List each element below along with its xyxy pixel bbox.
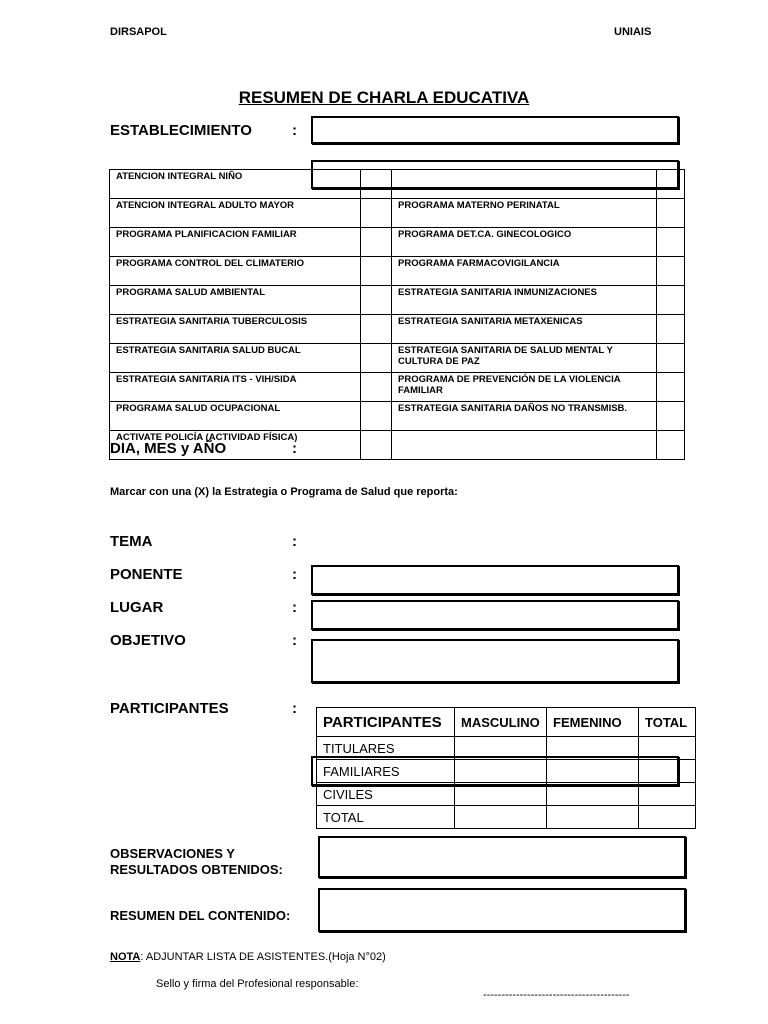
program-row bbox=[110, 402, 685, 431]
program-right-checkbox[interactable] bbox=[657, 315, 685, 344]
tema-label: TEMA bbox=[110, 533, 153, 550]
program-right-label: PROGRAMA DET.CA. GINECOLOGICO bbox=[392, 228, 657, 257]
participants-header-cell: MASCULINO bbox=[455, 708, 547, 737]
program-left-checkbox[interactable] bbox=[361, 431, 392, 460]
lugar-label: LUGAR bbox=[110, 599, 164, 616]
lugar-field[interactable] bbox=[311, 600, 679, 630]
program-right-checkbox[interactable] bbox=[657, 228, 685, 257]
program-right-checkbox[interactable] bbox=[657, 402, 685, 431]
colon: : bbox=[292, 632, 297, 649]
nota-body: : ADJUNTAR LISTA DE ASISTENTES.(Hoja N°02) bbox=[140, 951, 386, 963]
program-left-label: PROGRAMA SALUD OCUPACIONAL bbox=[110, 402, 361, 431]
resumen-field[interactable] bbox=[318, 888, 686, 932]
colon: : bbox=[292, 599, 297, 616]
program-left-checkbox[interactable] bbox=[361, 402, 392, 431]
fecha-label: DIA, MES y AÑO bbox=[110, 440, 227, 457]
participants-row-label: TITULARES bbox=[317, 737, 455, 760]
program-left-label: ESTRATEGIA SANITARIA ITS - VIH/SIDA bbox=[110, 373, 361, 402]
program-left-checkbox[interactable] bbox=[361, 199, 392, 228]
program-row bbox=[110, 315, 685, 344]
observaciones-field[interactable] bbox=[318, 836, 686, 878]
participants-overlay-box[interactable] bbox=[311, 756, 679, 786]
program-right-label: ESTRATEGIA SANITARIA METAXENICAS bbox=[392, 315, 657, 344]
date-field[interactable] bbox=[311, 160, 679, 189]
program-row bbox=[110, 199, 685, 228]
program-left-checkbox[interactable] bbox=[361, 344, 392, 373]
program-right-label: ESTRATEGIA SANITARIA DAÑOS NO TRANSMISB. bbox=[392, 402, 657, 431]
program-right-checkbox[interactable] bbox=[657, 257, 685, 286]
observaciones-label bbox=[110, 846, 283, 878]
participants-header-cell: TOTAL bbox=[639, 708, 696, 737]
program-right-label bbox=[392, 431, 657, 460]
participants-row bbox=[317, 806, 696, 829]
objetivo-label: OBJETIVO bbox=[110, 632, 186, 649]
participantes-label: PARTICIPANTES bbox=[110, 700, 229, 717]
objetivo-field[interactable] bbox=[311, 639, 679, 683]
program-row bbox=[110, 344, 685, 373]
program-right-label: PROGRAMA DE PREVENCIÓN DE LA VIOLENCIA FAMILIAR bbox=[392, 373, 657, 402]
signature-label: Sello y firma del Profesional responsable: bbox=[156, 978, 359, 990]
program-right-checkbox[interactable] bbox=[657, 199, 685, 228]
colon: : bbox=[292, 533, 297, 550]
program-right-checkbox[interactable] bbox=[657, 286, 685, 315]
program-left-checkbox[interactable] bbox=[361, 257, 392, 286]
establecimiento-field[interactable] bbox=[311, 116, 679, 144]
program-row bbox=[110, 257, 685, 286]
program-row bbox=[110, 286, 685, 315]
colon: : bbox=[292, 440, 297, 457]
participants-count-cell[interactable] bbox=[547, 806, 639, 829]
programs-table bbox=[109, 169, 685, 460]
participants-row-label: CIVILES bbox=[317, 783, 455, 806]
program-row bbox=[110, 228, 685, 257]
colon: : bbox=[292, 122, 297, 139]
program-left-checkbox[interactable] bbox=[361, 315, 392, 344]
nota-text bbox=[110, 951, 386, 963]
program-left-checkbox[interactable] bbox=[361, 373, 392, 402]
program-left-checkbox[interactable] bbox=[361, 228, 392, 257]
header-left: DIRSAPOL bbox=[110, 26, 167, 38]
program-left-label: ATENCION INTEGRAL ADULTO MAYOR bbox=[110, 199, 361, 228]
colon: : bbox=[292, 566, 297, 583]
program-left-label: ACTIVATE POLICÍA (ACTIVIDAD FÍSICA) bbox=[110, 431, 361, 460]
colon: : bbox=[292, 700, 297, 717]
participants-header-row bbox=[317, 708, 696, 737]
observaciones-label-line1: OBSERVACIONES Y bbox=[110, 846, 235, 861]
participants-row-label: TOTAL bbox=[317, 806, 455, 829]
program-right-label: PROGRAMA FARMACOVIGILANCIA bbox=[392, 257, 657, 286]
nota-label: NOTA bbox=[110, 951, 141, 963]
instruction-text: Marcar con una (X) la Estrategia o Programa de Salud que reporta: bbox=[110, 486, 458, 498]
program-right-checkbox[interactable] bbox=[657, 431, 685, 460]
program-left-label: ESTRATEGIA SANITARIA SALUD BUCAL bbox=[110, 344, 361, 373]
participants-row-label: FAMILIARES bbox=[317, 760, 455, 783]
program-left-label: PROGRAMA PLANIFICACION FAMILIAR bbox=[110, 228, 361, 257]
page-title: RESUMEN DE CHARLA EDUCATIVA bbox=[238, 88, 530, 107]
establecimiento-label: ESTABLECIMIENTO bbox=[110, 122, 252, 139]
participants-header-cell: FEMENINO bbox=[547, 708, 639, 737]
participants-header-cell: PARTICIPANTES bbox=[317, 708, 455, 737]
program-left-label: PROGRAMA CONTROL DEL CLIMATERIO bbox=[110, 257, 361, 286]
observaciones-label-line2: RESULTADOS OBTENIDOS: bbox=[110, 862, 283, 877]
signature-line: ---------------------------------------- bbox=[483, 989, 630, 1001]
ponente-field[interactable] bbox=[311, 565, 679, 595]
program-right-label: ESTRATEGIA SANITARIA DE SALUD MENTAL Y CULTURA DE PAZ bbox=[392, 344, 657, 373]
program-left-label: PROGRAMA SALUD AMBIENTAL bbox=[110, 286, 361, 315]
header-right: UNIAIS bbox=[614, 26, 652, 38]
participants-count-cell[interactable] bbox=[639, 806, 696, 829]
program-right-label: PROGRAMA MATERNO PERINATAL bbox=[392, 199, 657, 228]
program-row bbox=[110, 373, 685, 402]
resumen-label: RESUMEN DEL CONTENIDO: bbox=[110, 908, 291, 923]
ponente-label: PONENTE bbox=[110, 566, 183, 583]
program-right-checkbox[interactable] bbox=[657, 344, 685, 373]
program-left-checkbox[interactable] bbox=[361, 286, 392, 315]
participants-count-cell[interactable] bbox=[455, 806, 547, 829]
program-left-label: ATENCION INTEGRAL NIÑO bbox=[110, 170, 361, 199]
program-right-label: ESTRATEGIA SANITARIA INMUNIZACIONES bbox=[392, 286, 657, 315]
program-left-label: ESTRATEGIA SANITARIA TUBERCULOSIS bbox=[110, 315, 361, 344]
program-right-checkbox[interactable] bbox=[657, 373, 685, 402]
